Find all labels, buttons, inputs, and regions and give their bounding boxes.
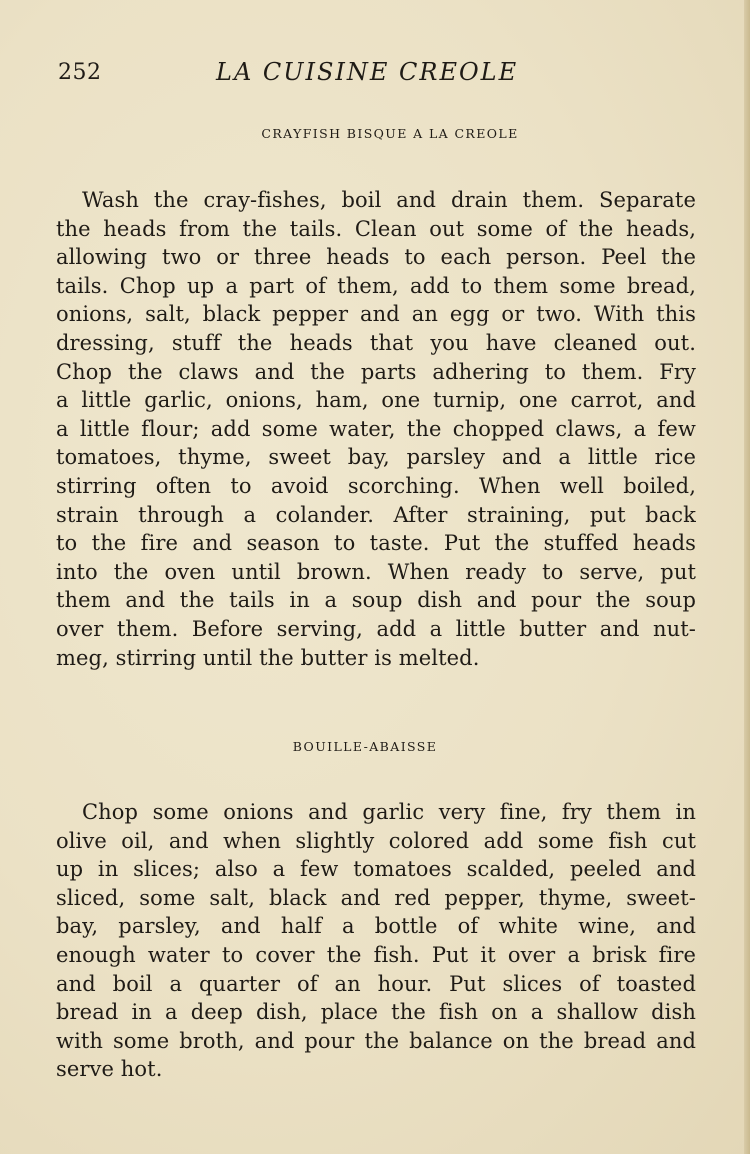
text-line: the heads from the tails. Clean out some of the heads, — [56, 216, 696, 241]
text-line: a little garlic, onions, ham, one turnip, one carrot, and — [56, 388, 696, 413]
text-line: into the oven until brown. When ready to serve, put — [56, 559, 696, 584]
text-line: tails. Chop up a part of them, add to them some bread, — [56, 273, 696, 298]
text-line: Chop some onions and garlic very fine, fry them in — [82, 800, 696, 824]
text-line: to the fire and season to taste. Put the stuffed heads — [56, 531, 696, 556]
text-line: Wash the cray-fishes, boil and drain them. Separate — [82, 188, 696, 212]
section-title-bouille-abaisse: BOUILLE-ABAISSE — [292, 739, 438, 754]
text-line: serve hot. — [56, 1057, 163, 1082]
text-line: up in slices; also a few tomatoes scalded, peeled and — [56, 857, 696, 882]
text-line: enough water to cover the fish. Put it over a brisk fire — [56, 942, 696, 967]
text-line: onions, salt, black pepper and an egg or two. With this — [56, 302, 696, 327]
text-line: them and the tails in a soup dish and pour the soup — [56, 588, 696, 613]
recipe-text-crayfish-bisque — [56, 186, 696, 672]
section-title-crayfish-bisque: CRAYFISH BISQUE A LA CREOLE — [261, 126, 519, 141]
text-line: with some broth, and pour the balance on the bread and — [56, 1028, 696, 1053]
running-title: LA CUISINE CREOLE — [216, 58, 519, 86]
text-line: stirring often to avoid scorching. When well boiled, — [56, 473, 696, 498]
recipe-text-bouille-abaisse — [56, 798, 696, 1084]
page-header — [58, 58, 698, 94]
text-line: olive oil, and when slightly colored add some fish cut — [56, 828, 696, 853]
text-line: bread in a deep dish, place the fish on a shallow dish — [56, 1000, 696, 1025]
text-line: allowing two or three heads to each person. Peel the — [56, 245, 696, 270]
text-line: and boil a quarter of an hour. Put slices of toasted — [56, 971, 696, 996]
text-line: sliced, some salt, black and red pepper, thyme, sweet- — [56, 885, 696, 910]
text-line: over them. Before serving, add a little butter and nut- — [56, 616, 696, 641]
text-line: meg, stirring until the butter is melted. — [56, 645, 480, 670]
text-line: bay, parsley, and half a bottle of white wine, and — [56, 914, 696, 939]
text-line: dressing, stuff the heads that you have cleaned out. — [56, 330, 696, 355]
page-edge — [744, 0, 750, 1154]
text-line: a little flour; add some water, the chopped claws, a few — [56, 416, 696, 441]
text-line: strain through a colander. After straining, put back — [56, 502, 696, 527]
text-line: Chop the claws and the parts adhering to them. Fry — [56, 359, 696, 384]
page-number: 252 — [58, 60, 102, 85]
text-line: tomatoes, thyme, sweet bay, parsley and a little rice — [56, 445, 696, 470]
